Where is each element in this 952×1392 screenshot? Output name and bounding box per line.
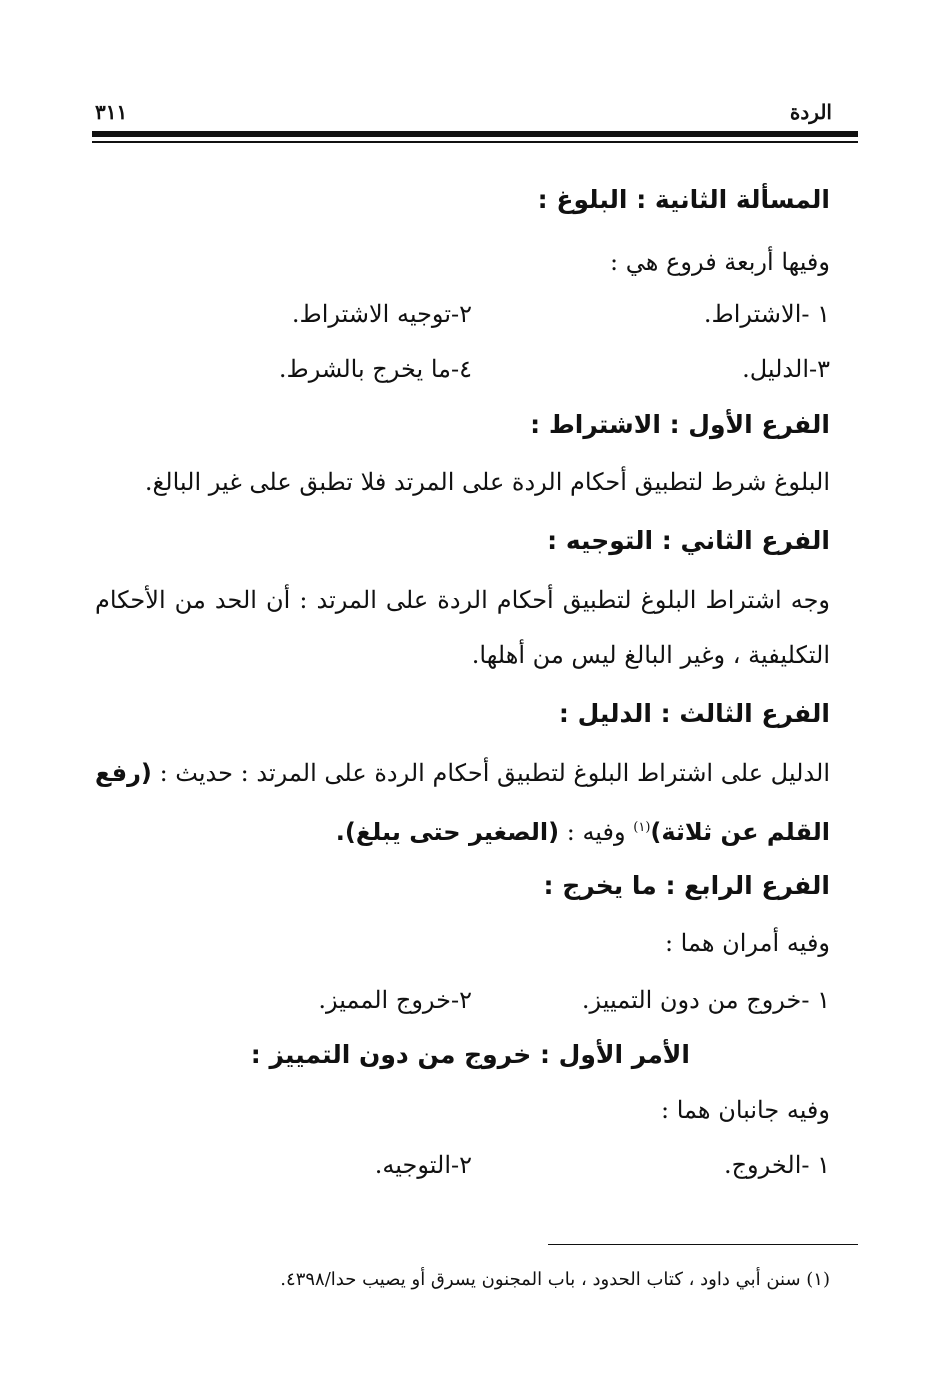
matter-1-heading: الأمر الأول : خروج من دون التمييز : <box>250 1040 690 1069</box>
footnote-ref[interactable]: (١) <box>633 820 651 835</box>
section-intro: وفيها أربعة فروع هي : <box>610 248 830 276</box>
header-rule-thick <box>92 131 858 137</box>
branch-2-heading: الفرع الثاني : التوجيه : <box>547 526 830 555</box>
footnote: (١) سنن أبي داود ، كتاب الحدود ، باب المجنون يسرق أو يصيب حدا/٤٣٩٨. <box>280 1269 830 1290</box>
hadith-quote: القلم عن ثلاثة) <box>650 818 830 846</box>
running-head-title: الردة <box>789 100 832 124</box>
hadith-quote-2: (الصغير حتى يبلغ). <box>335 818 560 846</box>
branch-1-heading: الفرع الأول : الاشتراط : <box>530 410 830 439</box>
branch-1-text: البلوغ شرط لتطبيق أحكام الردة على المرتد فلا تطبق على غير البالغ. <box>144 468 830 496</box>
branch-3-text: الدليل على اشتراط البلوغ لتطبيق أحكام الردة على المرتد : حديث : <box>159 759 830 787</box>
branch-2-text-line-2: التكليفية ، وغير البالغ ليس من أهلها. <box>471 641 830 669</box>
hadith-quote-start: (رفع <box>95 759 152 787</box>
branch-2-text-line-1: وجه اشتراط البلوغ لتطبيق أحكام الردة على المرتد : أن الحد من الأحكام <box>95 586 830 614</box>
matter-1-item-1: ١ -الخروج. <box>723 1151 830 1179</box>
branch-4-heading: الفرع الرابع : ما يخرج : <box>543 871 830 900</box>
section-item-1: ١ -الاشتراط. <box>703 300 830 328</box>
branch-4-intro: وفيه أمران هما : <box>664 929 830 957</box>
branch-3-text-line-1 <box>95 756 830 790</box>
branch-4-item-2: ٢-خروج المميز. <box>318 986 472 1014</box>
section-item-3: ٣-الدليل. <box>742 355 830 383</box>
branch-3-text-line-2 <box>336 811 830 849</box>
section-item-4: ٤-ما يخرج بالشرط. <box>278 355 472 383</box>
footnote-separator <box>548 1244 858 1245</box>
section-heading: المسألة الثانية : البلوغ : <box>537 185 830 214</box>
header-rule-thin <box>92 141 858 143</box>
section-item-2: ٢-توجيه الاشتراط. <box>291 300 472 328</box>
matter-1-item-2: ٢-التوجيه. <box>374 1151 472 1179</box>
branch-3-mid-text: وفيه : <box>559 818 634 846</box>
branch-4-item-1: ١ -خروج من دون التمييز. <box>581 986 830 1014</box>
matter-1-intro: وفيه جانبان هما : <box>661 1096 830 1124</box>
page-number: ٣١١ <box>95 100 128 124</box>
branch-3-heading: الفرع الثالث : الدليل : <box>558 699 830 728</box>
